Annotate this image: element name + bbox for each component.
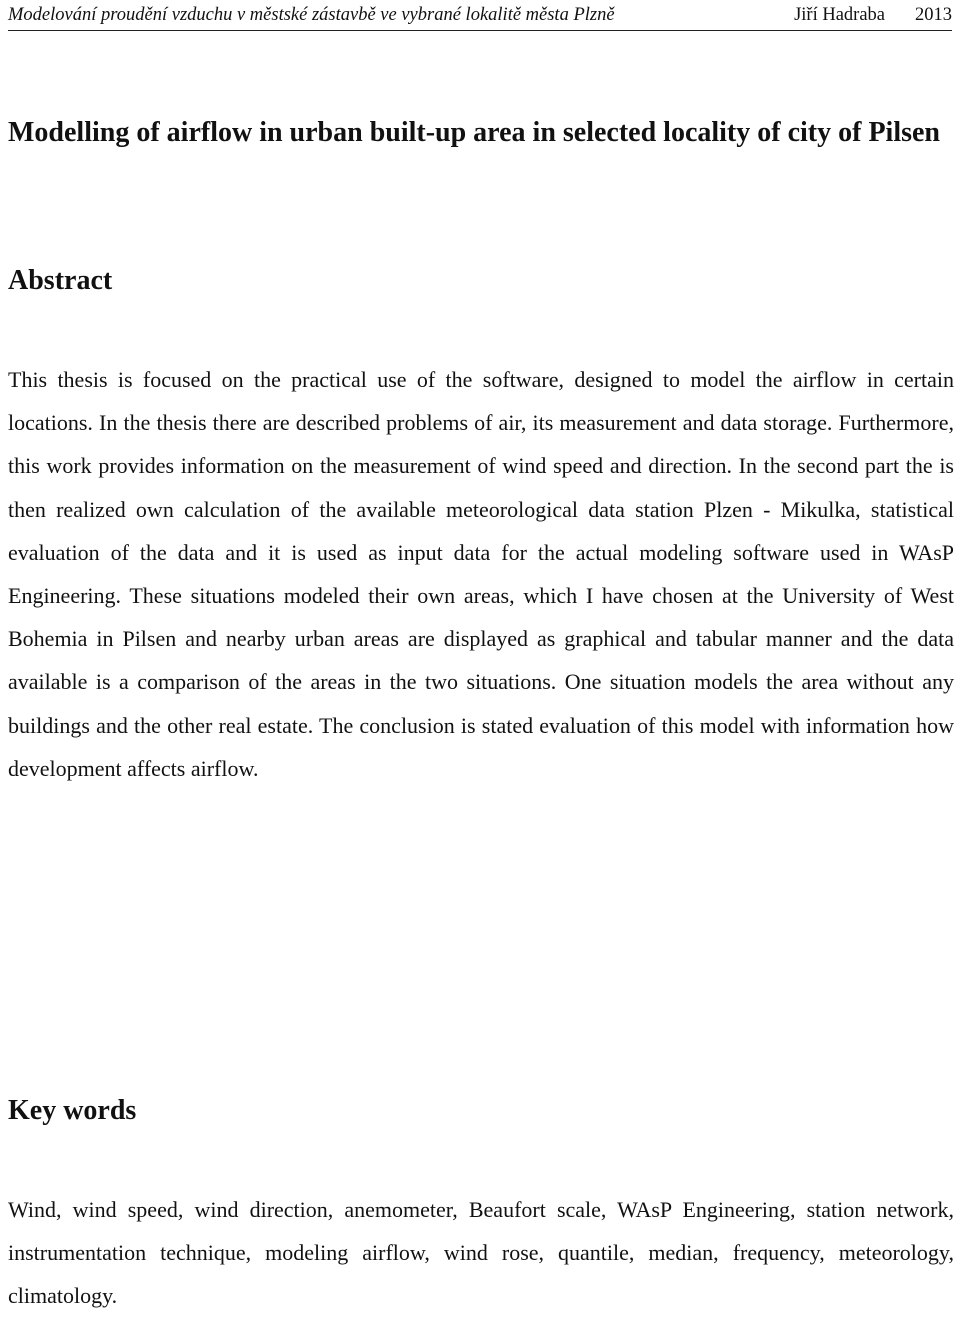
header-year: 2013 xyxy=(915,4,952,25)
header-thesis-title: Modelování proudění vzduchu v městské zástavbě ve vybrané lokalitě města Plzně xyxy=(8,4,615,25)
document-title: Modelling of airflow in urban built-up area in selected locality of city of Pilsen xyxy=(8,117,940,148)
header-author: Jiří Hadraba xyxy=(794,4,885,25)
abstract-heading: Abstract xyxy=(8,265,113,296)
keywords-text: Wind, wind speed, wind direction, anemometer, Beaufort scale, WAsP Engineering, station network, instrumentation technique, modeling airflow, wind rose, quantile, median, frequency, meteorology, climatology. xyxy=(8,1197,954,1309)
abstract-text: This thesis is focused on the practical use of the software, designed to model the airflow in certain locations. In the thesis there are described problems of air, its measurement and data storage. Furthermore, this work provides information on the measurement of wind speed and direction. In the second part the is then realized own calculation of the available meteorological data station Plzen - Mikulka, statistical evaluation of the data and it is used as input data for the actual modeling software used in WAsP Engineering. These situations modeled their own areas, which I have chosen at the University of West Bohemia in Pilsen and nearby urban areas are displayed as graphical and tabular manner and the data available is a comparison of the areas in the two situations. One situation models the area without any buildings and the other real estate. The conclusion is stated evaluation of this model with information how development affects airflow. xyxy=(8,367,954,781)
running-header xyxy=(8,0,952,31)
keywords-heading: Key words xyxy=(8,1095,137,1126)
